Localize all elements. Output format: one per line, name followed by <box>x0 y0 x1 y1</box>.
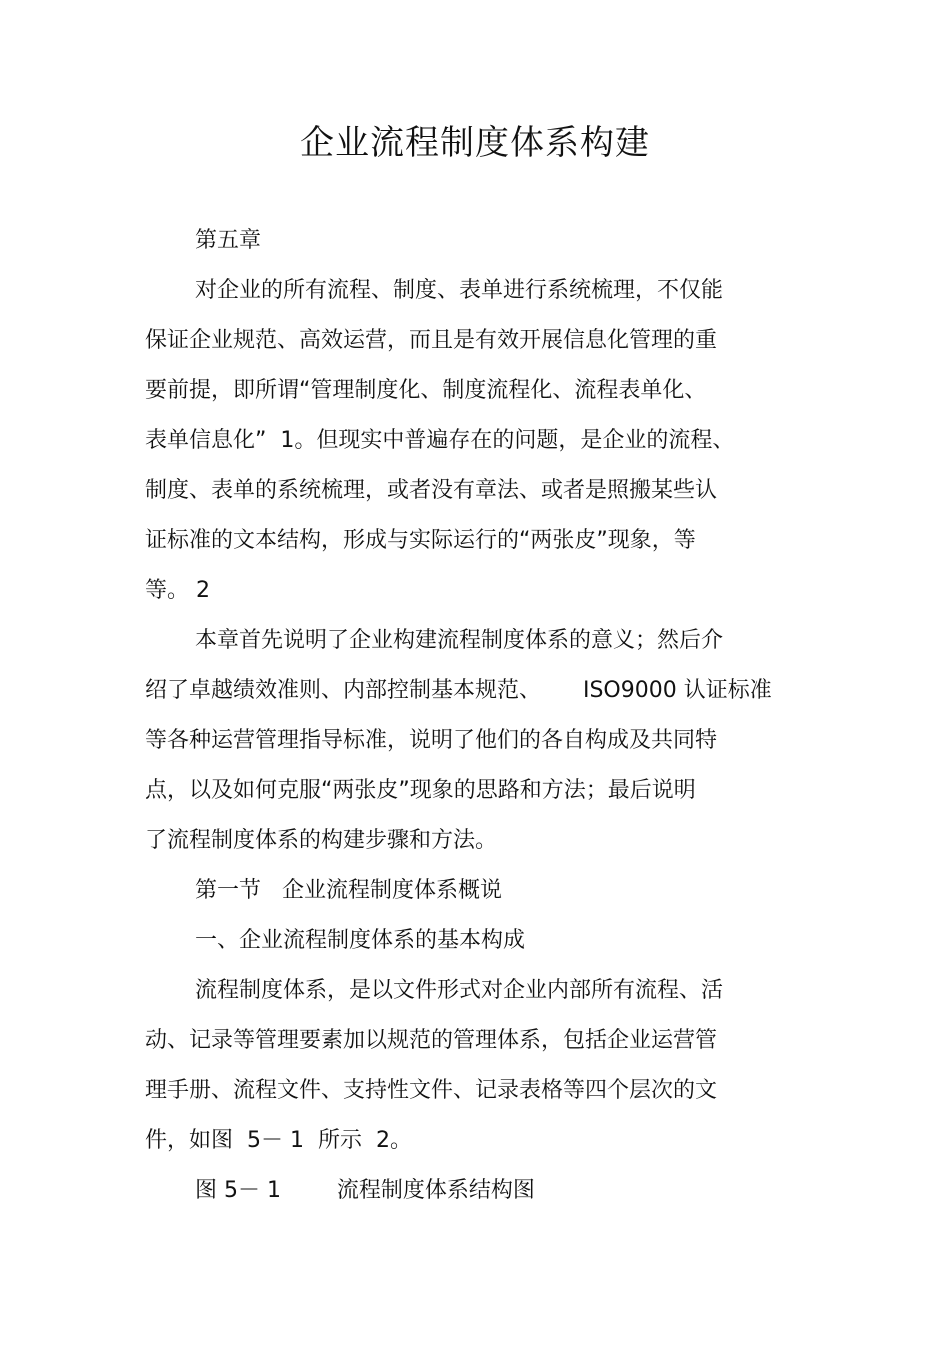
paragraph-line: 点，以及如何克服“两张皮”现象的思路和方法；最后说明 <box>145 778 696 803</box>
paragraph-line: 等。 2 <box>145 578 210 603</box>
paragraph-line: 表单信息化” 1。但现实中普遍存在的问题，是企业的流程、 <box>145 428 735 453</box>
paragraph-line: 要前提，即所谓“管理制度化、制度流程化、流程表单化、 <box>145 378 707 403</box>
paragraph-line: 了流程制度体系的构建步骤和方法。 <box>145 828 498 853</box>
document-title: 企业流程制度体系构建 <box>300 123 650 163</box>
paragraph-line: 理手册、流程文件、支持性文件、记录表格等四个层次的文 <box>145 1078 718 1103</box>
figure-caption: 图 5－ 1 流程制度体系结构图 <box>195 1178 535 1203</box>
chapter-heading: 第五章 <box>195 228 262 253</box>
paragraph-line: 证标准的文本结构，形成与实际运行的“两张皮”现象，等 <box>145 528 696 553</box>
paragraph-line: 本章首先说明了企业构建流程制度体系的意义；然后介 <box>195 628 724 653</box>
subsection-heading: 一、企业流程制度体系的基本构成 <box>195 928 526 953</box>
paragraph-line: 等各种运营管理指导标准，说明了他们的各自构成及共同特 <box>145 728 718 753</box>
paragraph-line: 件，如图 5－ 1 所示 2。 <box>145 1128 412 1153</box>
paragraph-line: 对企业的所有流程、制度、表单进行系统梳理，不仅能 <box>195 278 724 303</box>
paragraph-line: 保证企业规范、高效运营，而且是有效开展信息化管理的重 <box>145 328 718 353</box>
section-heading: 第一节 企业流程制度体系概说 <box>195 878 502 903</box>
paragraph-line: 绍了卓越绩效准则、内部控制基本规范、 ISO9000 认证标准 <box>145 678 772 703</box>
paragraph-line: 制度、表单的系统梳理，或者没有章法、或者是照搬某些认 <box>145 478 718 503</box>
paragraph-line: 流程制度体系，是以文件形式对企业内部所有流程、活 <box>195 978 724 1003</box>
paragraph-line: 动、记录等管理要素加以规范的管理体系，包括企业运营管 <box>145 1028 718 1053</box>
